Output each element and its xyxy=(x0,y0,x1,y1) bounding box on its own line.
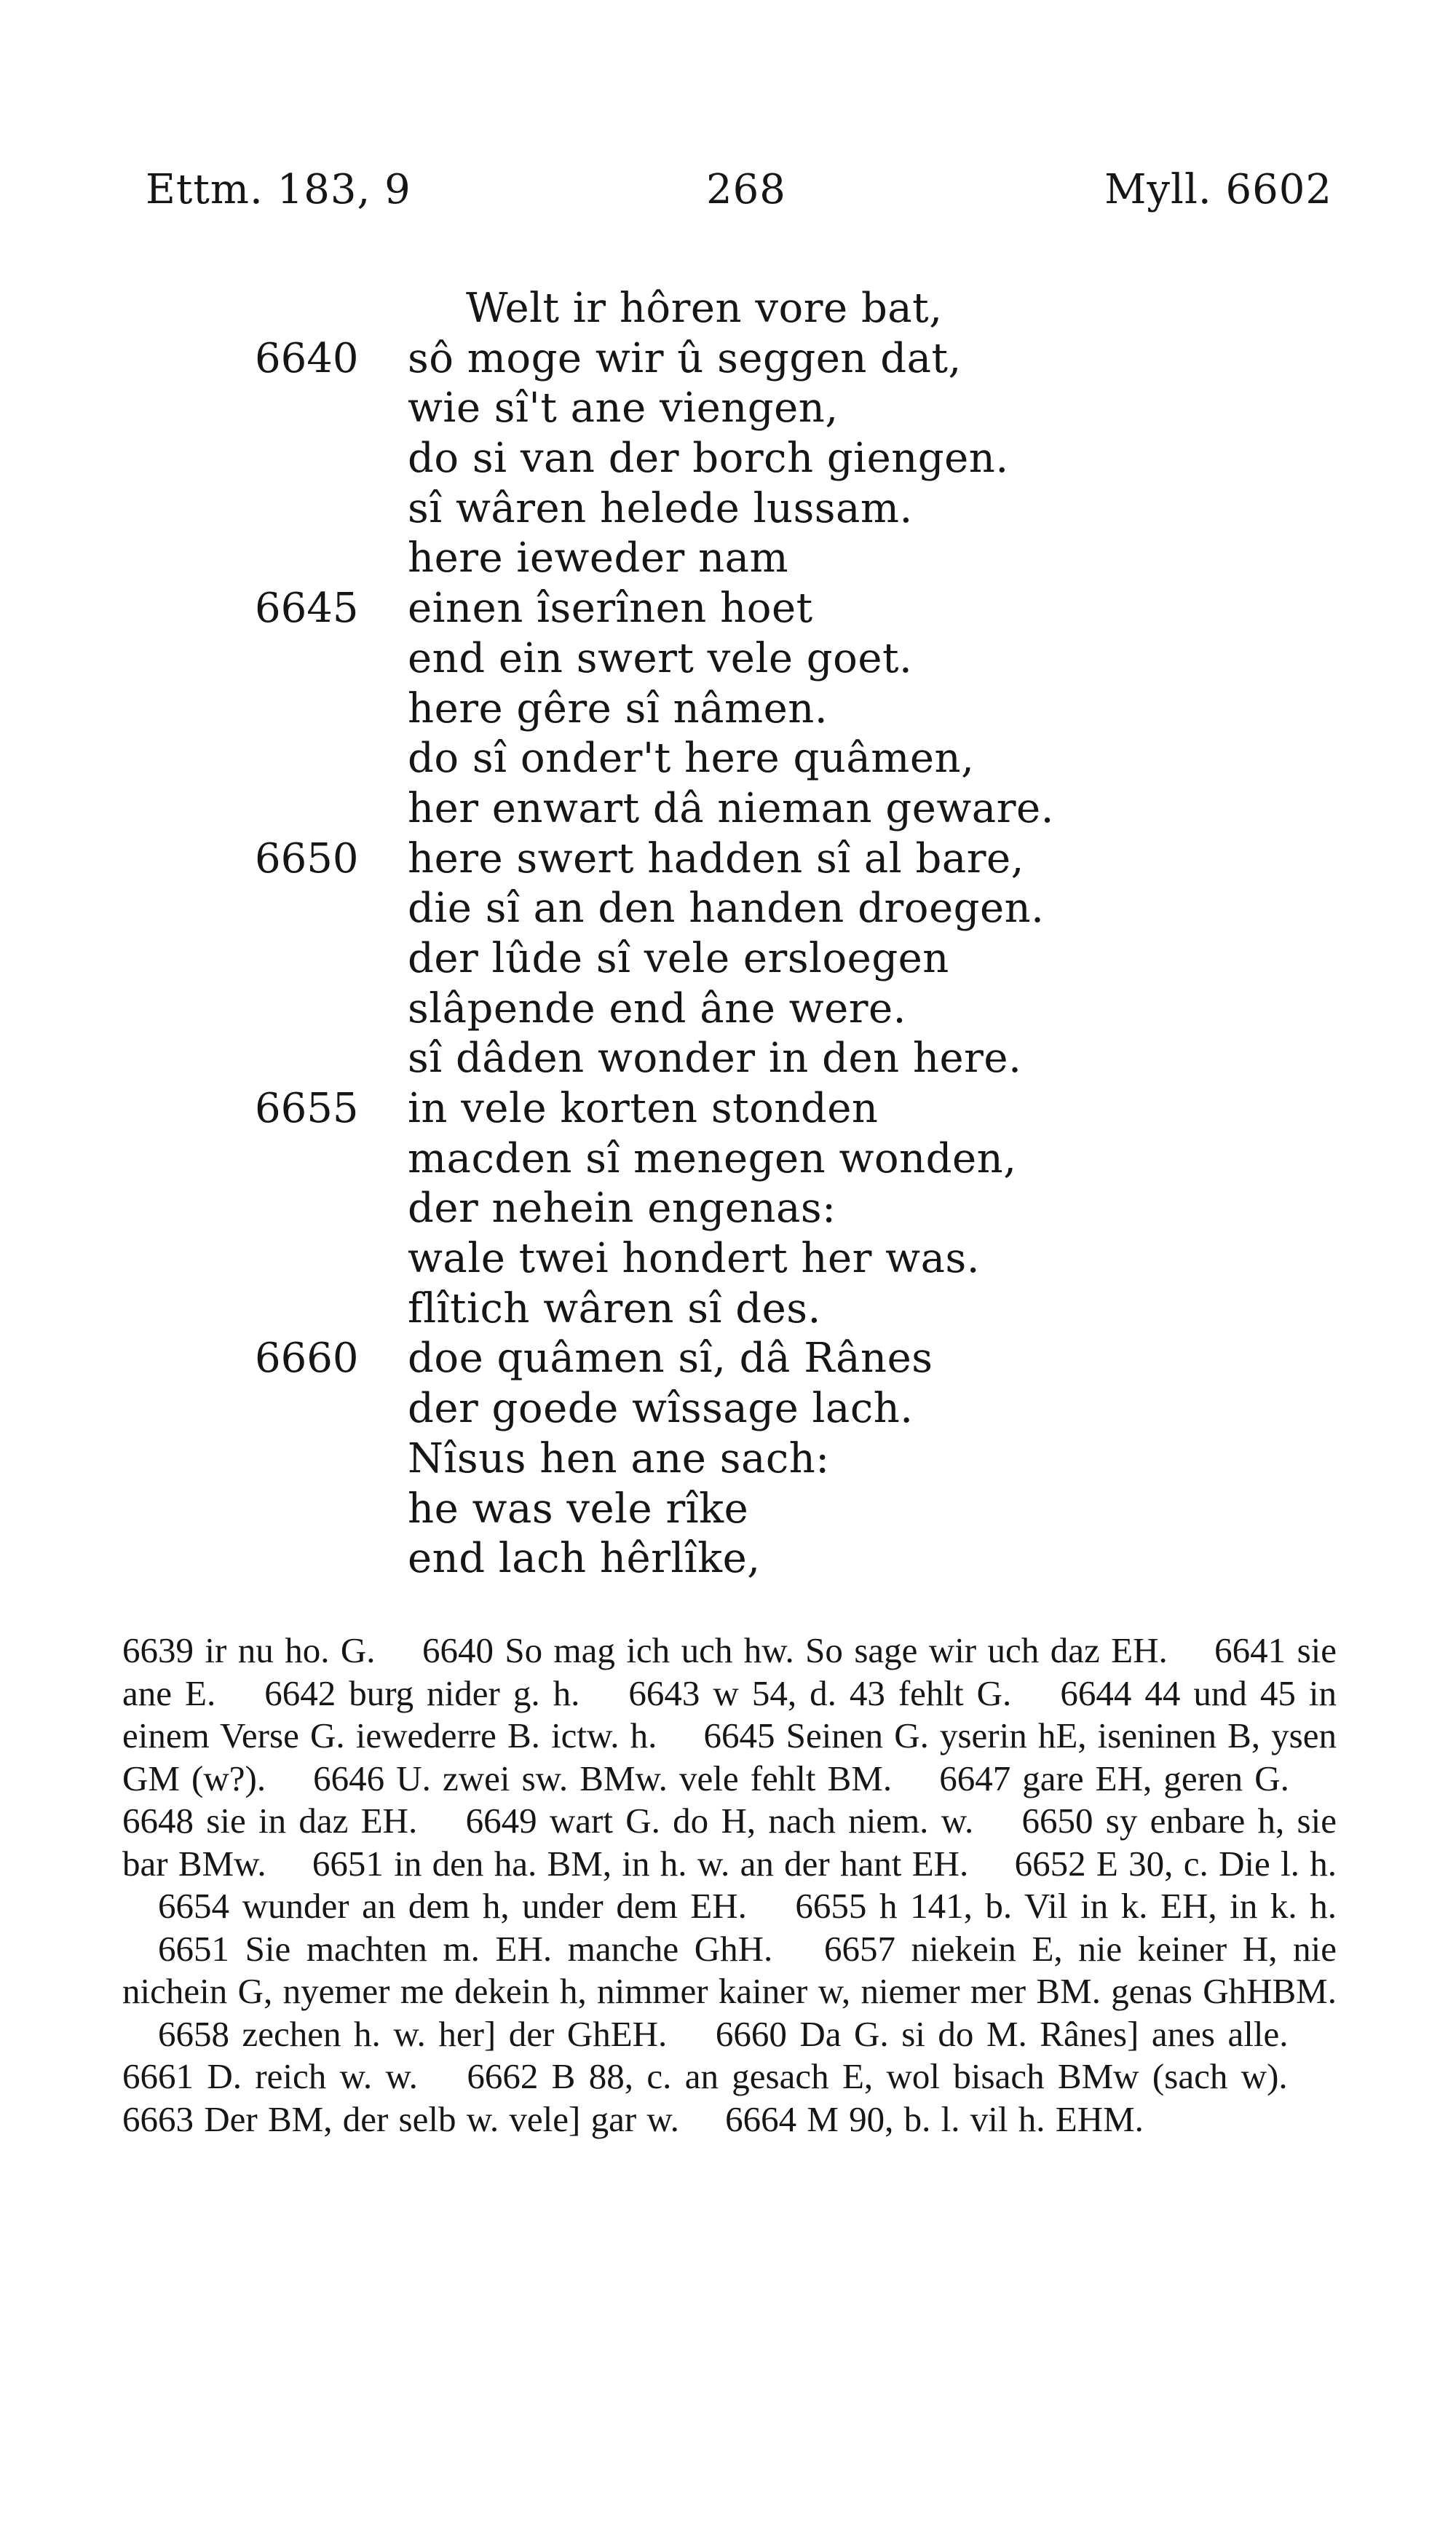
apparatus-note: 6662 B 88, c. an gesach E, wol bisach BMw (sach w). xyxy=(467,2056,1288,2096)
critical-apparatus xyxy=(122,1630,1337,2141)
verse-line xyxy=(0,1134,1456,1185)
verse-line xyxy=(0,684,1456,735)
verse-line xyxy=(0,584,1456,634)
apparatus-note: 6654 wunder an dem h, under dem EH. xyxy=(158,1886,747,1926)
verse-text: here gêre sî nâmen. xyxy=(408,684,828,732)
running-head-left: Ettm. 183, 9 xyxy=(146,166,411,213)
verse-line xyxy=(0,334,1456,384)
verse-text: in vele korten stonden xyxy=(408,1085,879,1132)
apparatus-note: 6657 niekein E, nie keiner H, nie nichein G, nyemer me dekein h, nimmer kainer w, niemer mer BM. genas GhHBM. xyxy=(122,1928,1337,2011)
verse-line xyxy=(0,634,1456,684)
verse-text: der nehein engenas: xyxy=(408,1185,836,1233)
verse-text: einen îserînen hoet xyxy=(408,585,813,633)
apparatus-note: 6645 Seinen G. yserin hE, iseninen B, ysen GM (w?). xyxy=(122,1715,1337,1798)
apparatus-note: 6651 Sie machten m. EH. manche GhH. xyxy=(158,1928,773,1969)
verse-text: do sî onder't here quâmen, xyxy=(408,735,975,783)
verse-line xyxy=(0,784,1456,834)
verse-text: der lûde sî vele ersloegen xyxy=(408,934,949,982)
verse-line xyxy=(0,434,1456,484)
verse-text: wie sî't ane viengen, xyxy=(408,384,839,432)
apparatus-note: 6651 in den ha. BM, in h. w. an der hant EH. xyxy=(312,1843,969,1884)
verse-text: end ein swert vele goet. xyxy=(408,634,913,682)
verse-text: die sî an den handen droegen. xyxy=(408,885,1045,933)
apparatus-note: 6643 w 54, d. 43 fehlt G. xyxy=(628,1672,1012,1713)
apparatus-note: 6647 gare EH, geren G. xyxy=(939,1758,1289,1798)
verse-line xyxy=(0,1084,1456,1134)
verse-text: flîtich wâren sî des. xyxy=(408,1284,821,1332)
verse-line xyxy=(0,484,1456,534)
line-number: 6650 xyxy=(255,834,359,882)
apparatus-note: 6658 zechen h. w. her] der GhEH. xyxy=(158,2013,668,2054)
verse-text: doe quâmen sî, dâ Rânes xyxy=(408,1335,933,1383)
verse-line xyxy=(0,834,1456,885)
verse-line xyxy=(0,1485,1456,1535)
apparatus-note: 6663 Der BM, der selb w. vele] gar w. xyxy=(122,2098,679,2139)
verse-text: do si van der borch giengen. xyxy=(408,435,1009,483)
verse-line xyxy=(0,1334,1456,1384)
verse-text: here swert hadden sî al bare, xyxy=(408,834,1024,882)
verse-text: her enwart dâ nieman geware. xyxy=(408,784,1054,832)
verse-line xyxy=(0,284,1456,334)
apparatus-note: 6641 sie ane E. xyxy=(122,1630,1337,1713)
apparatus-note: 6646 U. zwei sw. BMw. vele fehlt BM. xyxy=(313,1758,893,1798)
verse-line xyxy=(0,884,1456,934)
page-number: 268 xyxy=(706,166,786,213)
verse-text: macden sî menegen wonden, xyxy=(408,1134,1017,1182)
verse-text: slâpende end âne were. xyxy=(408,984,906,1032)
verse-text: sî wâren helede lussam. xyxy=(408,484,913,532)
verse-text: wale twei hondert her was. xyxy=(408,1235,981,1283)
apparatus-note: 6639 ir nu ho. G. xyxy=(122,1630,376,1670)
verse-line xyxy=(0,1034,1456,1084)
verse-text: end lach hêrlîke, xyxy=(408,1535,761,1583)
apparatus-note: 6649 wart G. do H, nach niem. w. xyxy=(465,1801,974,1841)
verse-line xyxy=(0,1384,1456,1434)
apparatus-note: 6660 Da G. si do M. Rânes] anes alle. xyxy=(715,2013,1289,2054)
verse-block xyxy=(0,284,1456,1584)
verse-text: sô moge wir û seggen dat, xyxy=(408,334,962,382)
verse-line xyxy=(0,1284,1456,1335)
apparatus-note: 6664 M 90, b. l. vil h. EHM. xyxy=(725,2098,1144,2139)
apparatus-note: 6648 sie in daz EH. xyxy=(122,1801,418,1841)
verse-line xyxy=(0,984,1456,1035)
running-head-right: Myll. 6602 xyxy=(1104,166,1332,213)
verse-line xyxy=(0,1434,1456,1485)
verse-line xyxy=(0,384,1456,434)
line-number: 6660 xyxy=(255,1335,359,1383)
verse-text: sî dâden wonder in den here. xyxy=(408,1035,1022,1083)
apparatus-note: 6640 So mag ich uch hw. So sage wir uch daz EH. xyxy=(422,1630,1168,1670)
verse-text: der goede wîssage lach. xyxy=(408,1385,914,1433)
apparatus-note: 6661 D. reich w. w. xyxy=(122,2056,418,2096)
verse-text: he was vele rîke xyxy=(408,1485,749,1533)
line-number: 6655 xyxy=(255,1085,359,1132)
verse-line xyxy=(0,534,1456,584)
apparatus-note: 6650 sy enbare h, sie bar BMw. xyxy=(122,1801,1337,1884)
apparatus-note: 6642 burg nider g. h. xyxy=(264,1672,580,1713)
verse-line xyxy=(0,1234,1456,1284)
verse-text: Nîsus hen ane sach: xyxy=(408,1434,830,1482)
line-number: 6640 xyxy=(255,334,359,382)
line-number: 6645 xyxy=(255,585,359,633)
verse-text: here ieweder nam xyxy=(408,534,789,582)
apparatus-note: 6644 44 und 45 in einem Verse G. iewederre B. ictw. h. xyxy=(122,1672,1337,1755)
verse-line xyxy=(0,1534,1456,1584)
verse-line xyxy=(0,934,1456,984)
apparatus-note: 6655 h 141, b. Vil in k. EH, in k. h. xyxy=(795,1886,1337,1926)
verse-text: Welt ir hôren vore bat, xyxy=(466,285,943,332)
apparatus-note: 6652 E 30, c. Die l. h. xyxy=(1014,1843,1337,1884)
verse-line xyxy=(0,1184,1456,1234)
verse-line xyxy=(0,734,1456,784)
